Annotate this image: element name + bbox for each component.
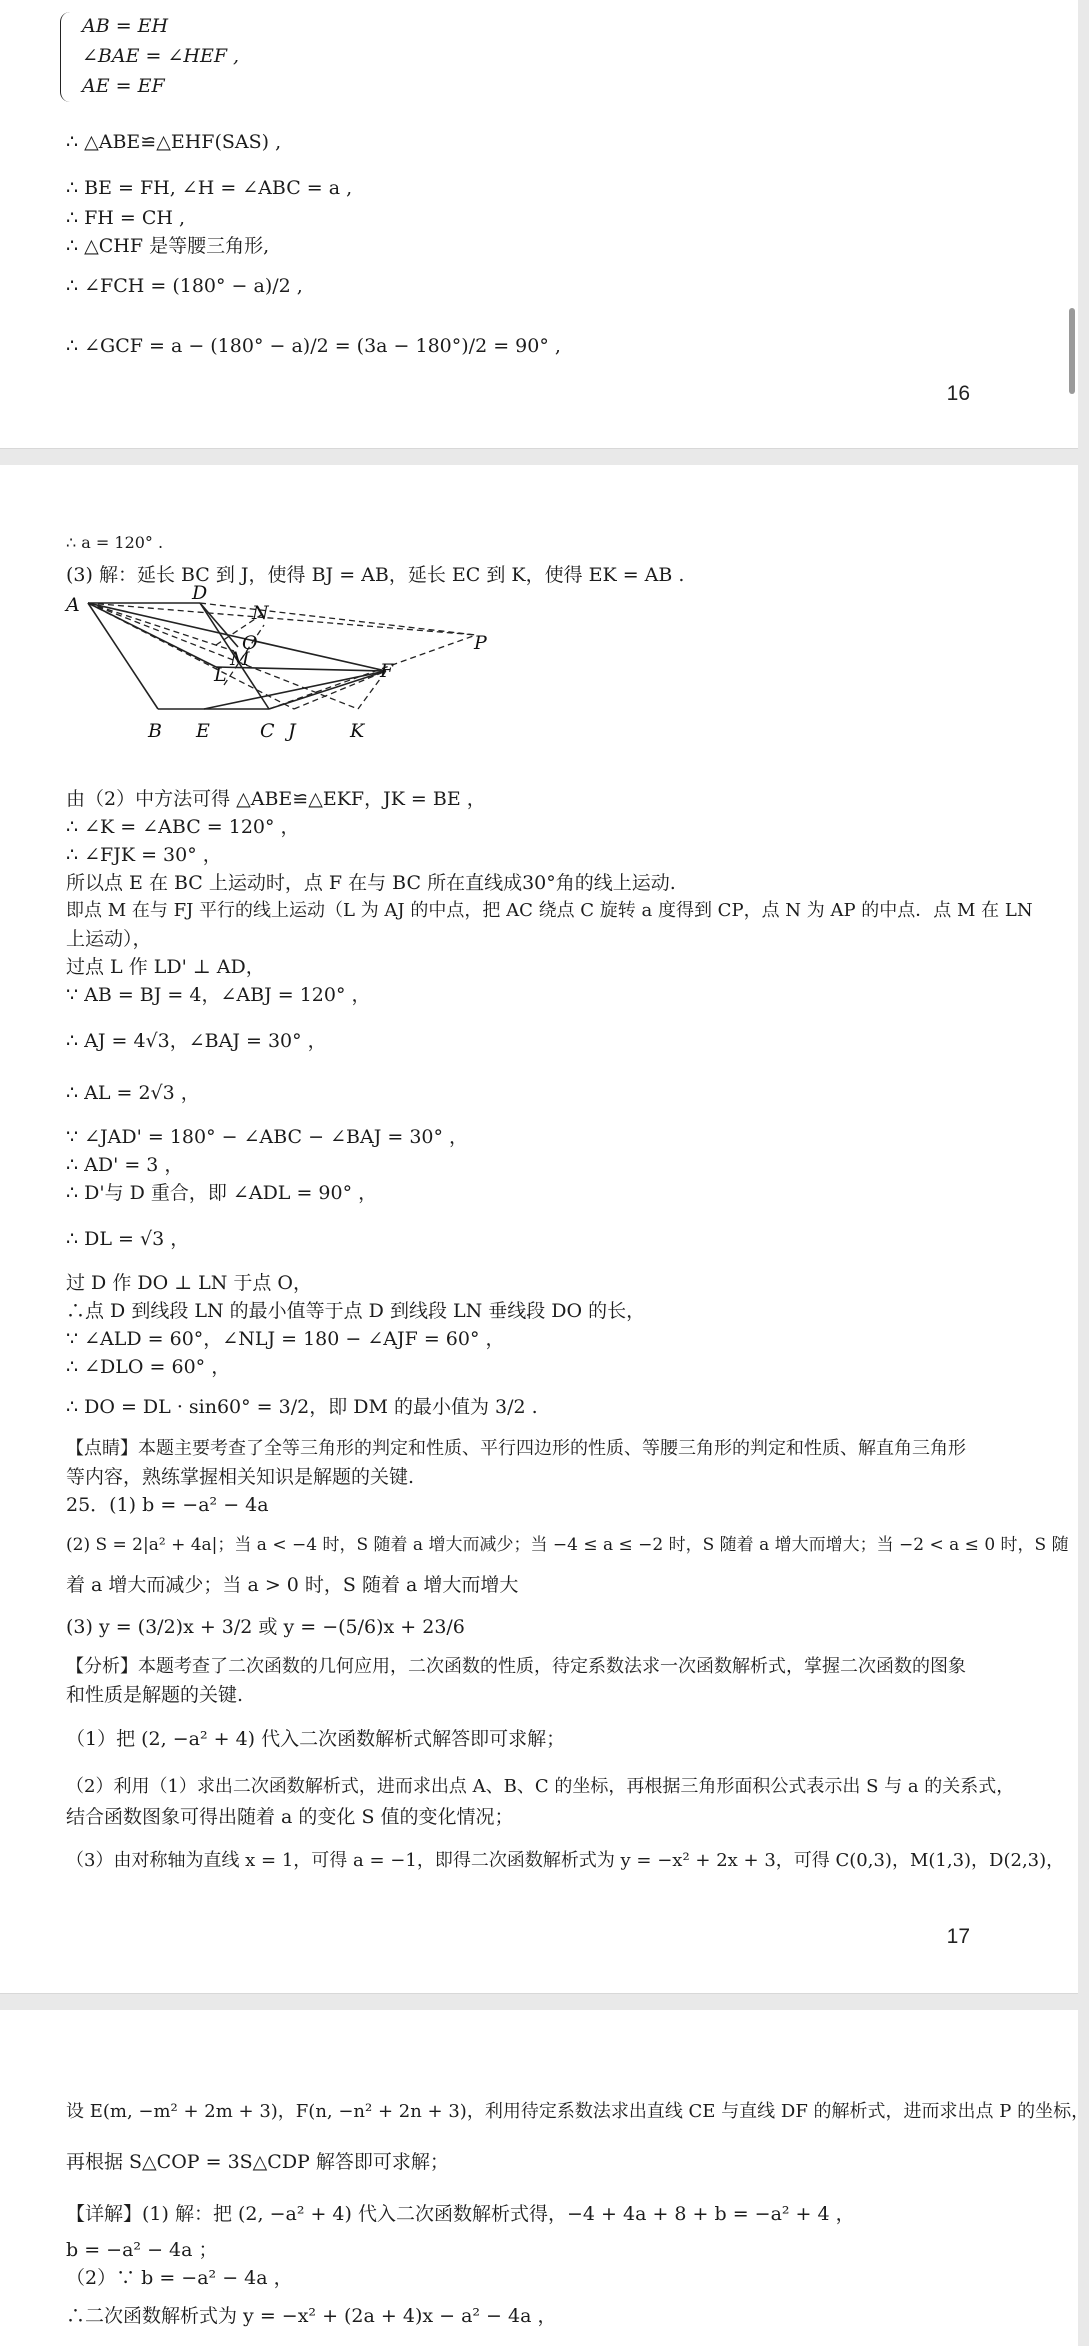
text-line: ∵ ∠ALD = 60°，∠NLJ = 180 − ∠AJF = 60° ， (66, 1328, 505, 1350)
point-label: P (474, 632, 487, 654)
point-label: K (350, 720, 365, 742)
text-line: ∴ FH = CH , (66, 207, 186, 229)
text-line: ∴ △CHF 是等腰三角形, (66, 235, 270, 257)
text-line: ∴ AJ = 4√3，∠BAJ = 30° ， (66, 1030, 327, 1052)
text-line: 【详解】(1) 解：把 (2, −a² + 4) 代入二次函数解析式得，−4 + 4a + 8 + b = −a² + 4 ， (66, 2203, 855, 2225)
page-number: 16 (946, 382, 970, 405)
point-label: B (148, 720, 162, 742)
document-page-18 (0, 2010, 1089, 2346)
document-page-17 (0, 465, 1078, 1993)
text-line: 所以点 E 在 BC 上运动时，点 F 在与 BC 所在直线成30°角的线上运动. (66, 872, 676, 894)
text-line: （2）∵ b = −a² − 4a ， (66, 2267, 293, 2289)
text-line: 由（2）中方法可得 △ABE≌△EKF，JK = BE ， (66, 788, 486, 810)
text-line: 结合函数图象可得出随着 a 的变化 S 值的变化情况； (66, 1806, 514, 1828)
text-line: ∴ ∠DLO = 60° ， (66, 1356, 231, 1378)
text-line: 等内容，熟练掌握相关知识是解题的关键. (66, 1466, 415, 1488)
text-line: ∴ ∠K = ∠ABC = 120° ， (66, 816, 300, 838)
text-line: ∴ a = 120° . (66, 533, 164, 552)
text-line: ∵ ∠JAD' = 180° − ∠ABC − ∠BAJ = 30° ， (66, 1126, 469, 1148)
text-line: 过 D 作 DO ⊥ LN 于点 O， (66, 1272, 313, 1294)
text-line: 【点睛】本题主要考查了全等三角形的判定和性质、平行四边形的性质、等腰三角形的判定和性质、解直角三角形 (66, 1438, 966, 1459)
text-line: ∴ DL = √3 ， (66, 1228, 190, 1250)
text-line: （3）由对称轴为直线 x = 1，可得 a = −1，即得二次函数解析式为 y = −x² + 2x + 3，可得 C(0,3)，M(1,3)，D(2,3)， (66, 1850, 1065, 1871)
text-line: 过点 L 作 LD' ⊥ AD， (66, 956, 265, 978)
text-line: ∴ ∠FJK = 30° ， (66, 844, 222, 866)
text-line: 设 E(m, −m² + 2m + 3)，F(n, −n² + 2n + 3)，利用待定系数法求出直线 CE 与直线 DF 的解析式，进而求出点 P 的坐标， (66, 2101, 1089, 2122)
text-line: 【分析】本题考查了二次函数的几何应用，二次函数的性质，待定系数法求一次函数解析式，掌握二次函数的图象 (66, 1656, 966, 1677)
document-page-16 (0, 0, 1078, 448)
text-line: （2）利用（1）求出二次函数解析式，进而求出点 A、B、C 的坐标，再根据三角形面积公式表示出 S 与 a 的关系式， (66, 1776, 1015, 1797)
text-line: ∴ △ABE≌△EHF(SAS) , (66, 131, 282, 153)
text-line: b = −a² − 4a ； (66, 2239, 218, 2261)
text-line: (3) 解：延长 BC 到 J，使得 BJ = AB，延长 EC 到 K，使得 EK = AB . (66, 564, 685, 586)
point-label: O (242, 632, 258, 654)
point-label: F (380, 660, 394, 682)
text-line: ∴二次函数解析式为 y = −x² + (2a + 4)x − a² − 4a ， (66, 2305, 557, 2327)
text-line: (2) S = 2|a² + 4a|；当 a < −4 时，S 随着 a 增大而减少；当 −4 ≤ a ≤ −2 时，S 随着 a 增大而增大；当 −2 < a ≤ 0 时，S 随 (66, 1535, 1069, 1555)
brace-line-3: AE = EF (82, 75, 165, 97)
text-line: 着 a 增大而减少；当 a > 0 时，S 随着 a 增大而增大 (66, 1574, 519, 1596)
text-line: ∴ DO = DL · sin60° = 3/2，即 DM 的最小值为 3/2 . (66, 1396, 538, 1418)
text-line: ∴ BE = FH, ∠H = ∠ABC = a , (66, 177, 353, 199)
text-line: ∴点 D 到线段 LN 的最小值等于点 D 到线段 LN 垂线段 DO 的长， (66, 1300, 646, 1322)
text-line: ∴ ∠GCF = a − (180° − a)/2 = (3a − 180°)/2 = 90° , (66, 335, 561, 357)
point-label: C (260, 720, 275, 742)
text-line: 25．(1) b = −a² − 4a (66, 1494, 269, 1516)
system-brace (60, 12, 73, 102)
point-label: E (196, 720, 210, 742)
text-line: ∴ AL = 2√3 ， (66, 1082, 200, 1104)
text-line: (3) y = (3/2)x + 3/2 或 y = −(5/6)x + 23/6 (66, 1616, 465, 1638)
brace-line-2: ∠BAE = ∠HEF , (82, 45, 240, 67)
point-label: N (252, 602, 269, 624)
text-line: 再根据 S△COP = 3S△CDP 解答即可求解； (66, 2151, 449, 2173)
text-line: 上运动）， (66, 928, 152, 950)
point-label: A (66, 594, 80, 616)
text-line: ∴ D'与 D 重合，即 ∠ADL = 90° ， (66, 1182, 378, 1204)
point-label: L (214, 664, 227, 686)
brace-line-1: AB = EH (82, 15, 169, 37)
page-number: 17 (946, 1925, 970, 1948)
text-line: 即点 M 在与 FJ 平行的线上运动（L 为 AJ 的中点，把 AC 绕点 C 旋转 a 度得到 CP，点 N 为 AP 的中点．点 M 在 LN (66, 900, 1033, 921)
text-line: 和性质是解题的关键. (66, 1684, 244, 1706)
point-label: M (230, 648, 250, 670)
point-label: D (192, 582, 208, 604)
scrollbar-thumb[interactable] (1069, 308, 1075, 394)
point-label: J (288, 720, 296, 742)
text-line: ∴ ∠FCH = (180° − a)/2 , (66, 275, 303, 297)
text-line: ∵ AB = BJ = 4，∠ABJ = 120° ， (66, 984, 371, 1006)
text-line: ∴ AD' = 3 ， (66, 1154, 184, 1176)
text-line: （1）把 (2, −a² + 4) 代入二次函数解析式解答即可求解； (66, 1728, 566, 1750)
geometry-figure (64, 582, 584, 775)
